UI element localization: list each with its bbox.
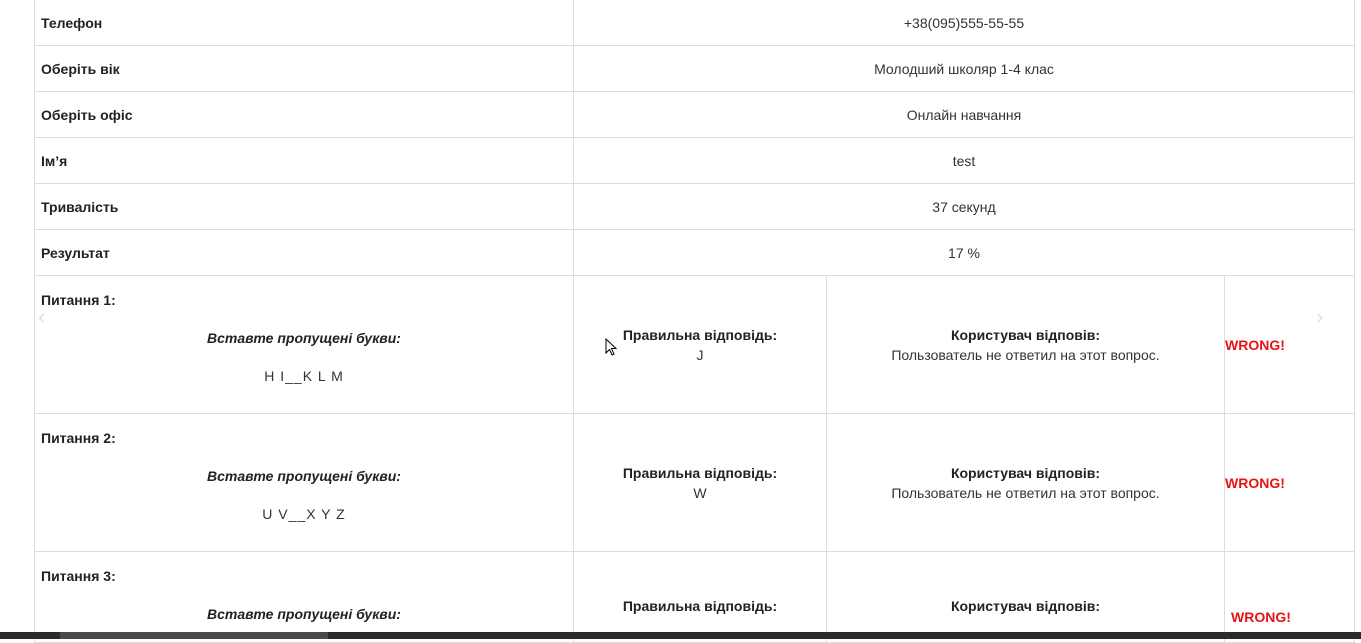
status-badge: WRONG! (1225, 414, 1355, 552)
question-title: Питання 2: (41, 430, 116, 446)
correct-answer-label: Правильна відповідь: (622, 598, 778, 614)
user-answer-value: Пользователь не ответил на этот вопрос. (891, 484, 1160, 501)
info-label: Телефон (35, 0, 574, 46)
question-row-2 (35, 414, 1355, 552)
info-label: Результат (35, 230, 574, 276)
info-value: test (574, 138, 1355, 184)
info-value: Молодший школяр 1-4 клас (574, 46, 1355, 92)
question-cell (35, 552, 574, 643)
user-answer-cell (827, 276, 1225, 414)
correct-answer-label: Правильна відповідь: (622, 464, 778, 481)
info-value: 37 секунд (574, 184, 1355, 230)
mouse-cursor-icon (605, 338, 617, 358)
chevron-left-icon[interactable]: ‹ (38, 304, 46, 329)
question-prompt: Вставте пропущені букви: (207, 468, 401, 484)
user-answer-label: Користувач відповів: (950, 326, 1101, 343)
question-letters: H I__K L M (264, 368, 344, 384)
user-answer-cell (827, 552, 1225, 643)
chevron-right-icon[interactable]: › (1316, 304, 1324, 329)
info-value: Онлайн навчання (574, 92, 1355, 138)
info-row-result (35, 230, 1355, 276)
taskbar-tab[interactable] (60, 632, 328, 639)
info-row-duration (35, 184, 1355, 230)
user-answer-value: Пользователь не ответил на этот вопрос. (891, 346, 1160, 363)
question-title: Питання 1: (41, 292, 116, 308)
user-answer-label: Користувач відповів: (950, 598, 1101, 614)
info-row-office (35, 92, 1355, 138)
user-answer-label: Користувач відповів: (950, 464, 1101, 481)
info-value: +38(095)555-55-55 (574, 0, 1355, 46)
question-cell (35, 414, 574, 552)
status-badge: WRONG! (1231, 609, 1291, 625)
question-prompt: Вставте пропущені букви: (207, 606, 401, 622)
info-label: Оберіть вік (35, 46, 574, 92)
info-value: 17 % (574, 230, 1355, 276)
correct-answer-value: W (693, 484, 707, 501)
status-cell (1225, 552, 1355, 643)
info-row-age (35, 46, 1355, 92)
info-row-name (35, 138, 1355, 184)
question-row-3 (35, 552, 1355, 643)
status-badge: WRONG! (1225, 276, 1355, 414)
question-title: Питання 3: (41, 568, 116, 584)
info-label: Ім’я (35, 138, 574, 184)
user-answer-cell (827, 414, 1225, 552)
question-prompt: Вставте пропущені букви: (207, 330, 401, 346)
correct-answer-value: J (696, 346, 704, 363)
info-row-phone (35, 0, 1355, 46)
correct-answer-cell (574, 414, 827, 552)
info-label: Тривалість (35, 184, 574, 230)
question-cell (35, 276, 574, 414)
question-letters: U V__X Y Z (262, 506, 346, 522)
info-label: Оберіть офіс (35, 92, 574, 138)
correct-answer-cell (574, 552, 827, 643)
correct-answer-label: Правильна відповідь: (622, 326, 778, 343)
question-row-1 (35, 276, 1355, 414)
results-table (34, 0, 1355, 643)
